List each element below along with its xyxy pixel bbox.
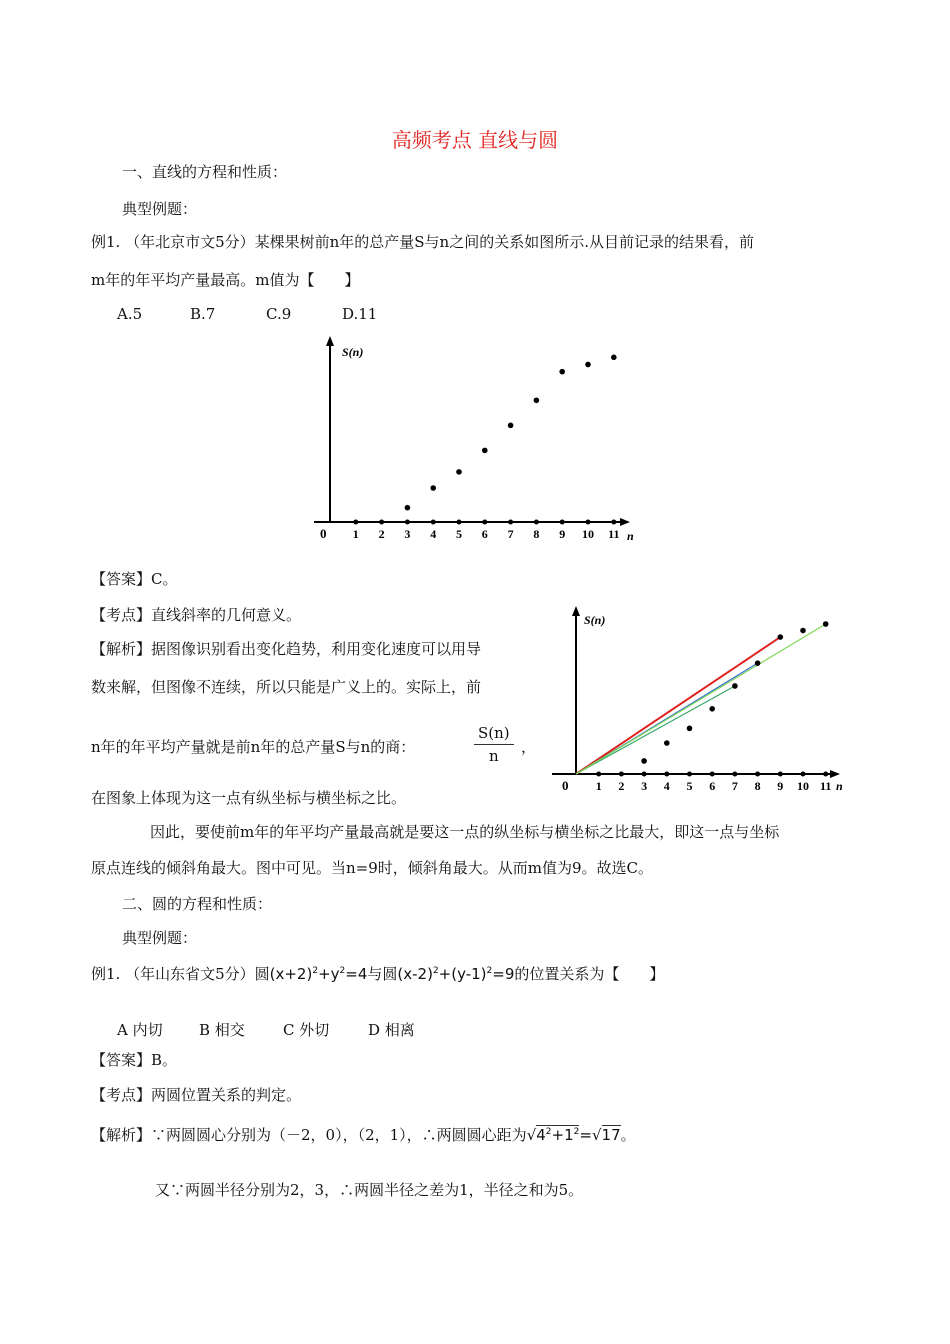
page-title: 高频考点 直线与圆: [391, 128, 559, 152]
sqrt-term1: 4: [536, 1126, 546, 1144]
section2-heading: 二、圆的方程和性质：: [122, 895, 273, 913]
c2-point-6: [709, 706, 715, 712]
c2-point-5: [687, 726, 693, 732]
chart2-x-label: n: [836, 779, 843, 793]
sqrt-result: 17: [601, 1126, 621, 1144]
explanation2-end: 。: [620, 1126, 636, 1144]
chart2-y-label: S(n): [584, 613, 606, 627]
option2-a: A 内切: [117, 1021, 163, 1039]
c2-tick-label-6: 6: [709, 779, 716, 793]
c2-axis-dot-11: [823, 772, 828, 777]
c1-point-3: [405, 505, 411, 511]
answer2: 【答案】B。: [91, 1051, 178, 1069]
c2-tick-label-4: 4: [663, 779, 670, 793]
option2-d: D 相离: [368, 1021, 415, 1039]
option-b: B.7: [190, 305, 216, 323]
c2-axis-dot-7: [732, 772, 737, 777]
chart-1: [300, 330, 650, 550]
c2-axis-dot-2: [619, 772, 624, 777]
c2-point-9: [778, 634, 784, 640]
c2-tick-label-7: 7: [731, 779, 738, 793]
circle2-eq-part3: =9: [492, 965, 515, 983]
question2-suffix: 的位置关系为【 】: [514, 965, 665, 983]
explanation2-line2: 又∵两圆半径分别为2，3，∴两圆半径之差为1，半径之和为5。: [155, 1181, 584, 1199]
c2-tick-label-3: 3: [641, 779, 648, 793]
c1-point-5: [456, 469, 462, 475]
c1-tick-label-5: 5: [456, 527, 462, 541]
question1-line2: m年的年平均产量最高。m值为【 】: [91, 271, 360, 289]
explanation1-line6: 原点连线的倾斜角最大。图中可见。当n=9时，倾斜角最大。从而m值为9。故选C。: [91, 859, 654, 877]
explanation1-line5: 因此，要使前m年的年平均产量最高就是要这一点的纵坐标与横坐标之比最大，即这一点与坐标: [150, 823, 780, 841]
chart1-origin-label: 0: [320, 526, 327, 541]
c1-axis-dot-2: [379, 520, 384, 525]
c1-tick-label-6: 6: [481, 527, 488, 541]
c1-axis-dot-8: [534, 520, 539, 525]
c1-point-9: [559, 369, 565, 375]
explanation1-line2: 数来解，但图像不连续，所以只能是广义上的。实际上，前: [91, 678, 482, 696]
c1-tick-label-10: 10: [582, 527, 594, 541]
question2-line: [91, 961, 664, 984]
option-c: C.9: [266, 305, 292, 323]
c2-axis-dot-6: [710, 772, 715, 777]
c1-point-7: [508, 423, 514, 429]
explanation2-text: 【解析】∵两圆圆心分别为（－2，0），（2，1），∴两圆圆心距为: [91, 1126, 527, 1144]
c2-origin-line-9: [576, 637, 780, 774]
c2-tick-label-8: 8: [754, 779, 761, 793]
c2-axis-dot-1: [596, 772, 601, 777]
c2-point-11: [823, 621, 829, 627]
c1-axis-dot-9: [560, 520, 565, 525]
explanation2-line1: [91, 1122, 636, 1145]
c2-point-7: [732, 683, 738, 689]
answer1: 【答案】C。: [91, 570, 178, 588]
explanation1-line4: 在图象上体现为这一点有纵坐标与横坐标之比。: [91, 789, 407, 807]
circle1-exp1: 2: [312, 966, 319, 976]
c2-point-10: [800, 628, 806, 634]
chart2-x-arrow: [830, 770, 840, 778]
sqrt-exp1: 2: [545, 1127, 552, 1137]
fraction-denominator: n: [488, 747, 499, 765]
c1-tick-label-3: 3: [404, 527, 411, 541]
c2-origin-line-11: [576, 624, 826, 774]
circle2-equation: [397, 965, 514, 983]
sqrt-equals: =: [579, 1126, 592, 1144]
c1-axis-dot-5: [457, 520, 462, 525]
option2-c: C 外切: [283, 1021, 330, 1039]
question2-mid: 与圆: [367, 965, 398, 983]
c2-tick-label-1: 1: [595, 779, 602, 793]
c2-point-3: [641, 758, 647, 764]
c1-point-10: [585, 362, 591, 368]
explanation1-comma: ，: [521, 738, 537, 756]
c1-tick-label-7: 7: [507, 527, 514, 541]
question2-prefix: 例1. （年山东省文5分）圆: [91, 965, 270, 983]
c2-tick-label-2: 2: [618, 779, 625, 793]
c1-axis-dot-3: [405, 520, 410, 525]
circle2-eq-part1: (x-2): [397, 965, 433, 983]
explanation1-line3: n年的年平均产量就是前n年的总产量S与n的商：: [91, 738, 416, 756]
c2-tick-label-9: 9: [777, 779, 784, 793]
circle1-equation: [270, 965, 368, 983]
c1-tick-label-2: 2: [378, 527, 385, 541]
sqrt-term2: +1: [551, 1126, 574, 1144]
c2-tick-label-10: 10: [797, 779, 809, 793]
circle1-eq-part3: =4: [345, 965, 368, 983]
c2-axis-dot-8: [755, 772, 760, 777]
circle2-eq-part2: +(y-1): [438, 965, 487, 983]
c1-tick-label-11: 11: [608, 527, 620, 541]
circle1-exp2: 2: [339, 966, 346, 976]
c2-tick-label-5: 5: [686, 779, 693, 793]
distance-formula: $√4^2+1^2=√17$: [526, 1126, 621, 1144]
c1-axis-dot-4: [431, 520, 436, 525]
sqrt-radicand: [536, 1125, 579, 1144]
c2-axis-dot-4: [664, 772, 669, 777]
circle2-exp2: 2: [486, 966, 493, 976]
c1-tick-label-1: 1: [352, 527, 359, 541]
circle2-exp1: 2: [432, 966, 439, 976]
c2-axis-dot-5: [687, 772, 692, 777]
c1-axis-dot-11: [611, 520, 616, 525]
fraction-sn-over-n: [474, 724, 514, 765]
chart1-x-arrow: [620, 518, 630, 526]
c1-axis-dot-6: [482, 520, 487, 525]
c1-axis-dot-7: [508, 520, 513, 525]
circle1-eq-part2: +y: [318, 965, 340, 983]
explanation1-line1: 【解析】据图像识别看出变化趋势，利用变化速度可以用导: [91, 640, 482, 658]
point1: 【考点】直线斜率的几何意义。: [91, 606, 302, 624]
c2-axis-dot-10: [801, 772, 806, 777]
c1-tick-label-4: 4: [430, 527, 437, 541]
c2-origin-line-7: [576, 686, 735, 774]
c2-point-8: [755, 660, 761, 666]
c1-point-8: [534, 397, 540, 403]
c1-axis-dot-10: [586, 520, 591, 525]
c2-axis-dot-9: [778, 772, 783, 777]
chart2-origin-label: 0: [562, 778, 569, 793]
c1-point-6: [482, 448, 488, 454]
section1-heading: 一、直线的方程和性质：: [122, 163, 288, 181]
c1-point-4: [430, 485, 436, 491]
chart1-x-label: n: [627, 529, 634, 543]
c1-tick-label-9: 9: [559, 527, 566, 541]
section2-subheading: 典型例题：: [122, 929, 198, 947]
chart1-y-label: S(n): [342, 345, 364, 359]
c2-point-4: [664, 740, 670, 746]
option-d: D.11: [342, 305, 378, 323]
option2-b: B 相交: [199, 1021, 245, 1039]
point2: 【考点】两圆位置关系的判定。: [91, 1086, 302, 1104]
c2-tick-label-11: 11: [820, 779, 832, 793]
c2-axis-dot-3: [642, 772, 647, 777]
c1-point-11: [611, 355, 617, 361]
c1-axis-dot-1: [353, 520, 358, 525]
chart1-y-arrow: [326, 336, 334, 346]
chart2-y-arrow: [572, 606, 580, 616]
section1-subheading: 典型例题：: [122, 200, 198, 218]
circle1-eq-part1: (x+2): [269, 965, 313, 983]
chart-2: [548, 598, 858, 798]
question1-line1: 例1. （年北京市文5分）某棵果树前n年的总产量S与n之间的关系如图所示.从目前记录的结果看，前: [91, 233, 754, 251]
option-a: A.5: [117, 305, 143, 323]
c1-tick-label-8: 8: [533, 527, 540, 541]
sqrt-exp2: 2: [573, 1127, 580, 1137]
fraction-numerator: S(n): [474, 724, 514, 745]
